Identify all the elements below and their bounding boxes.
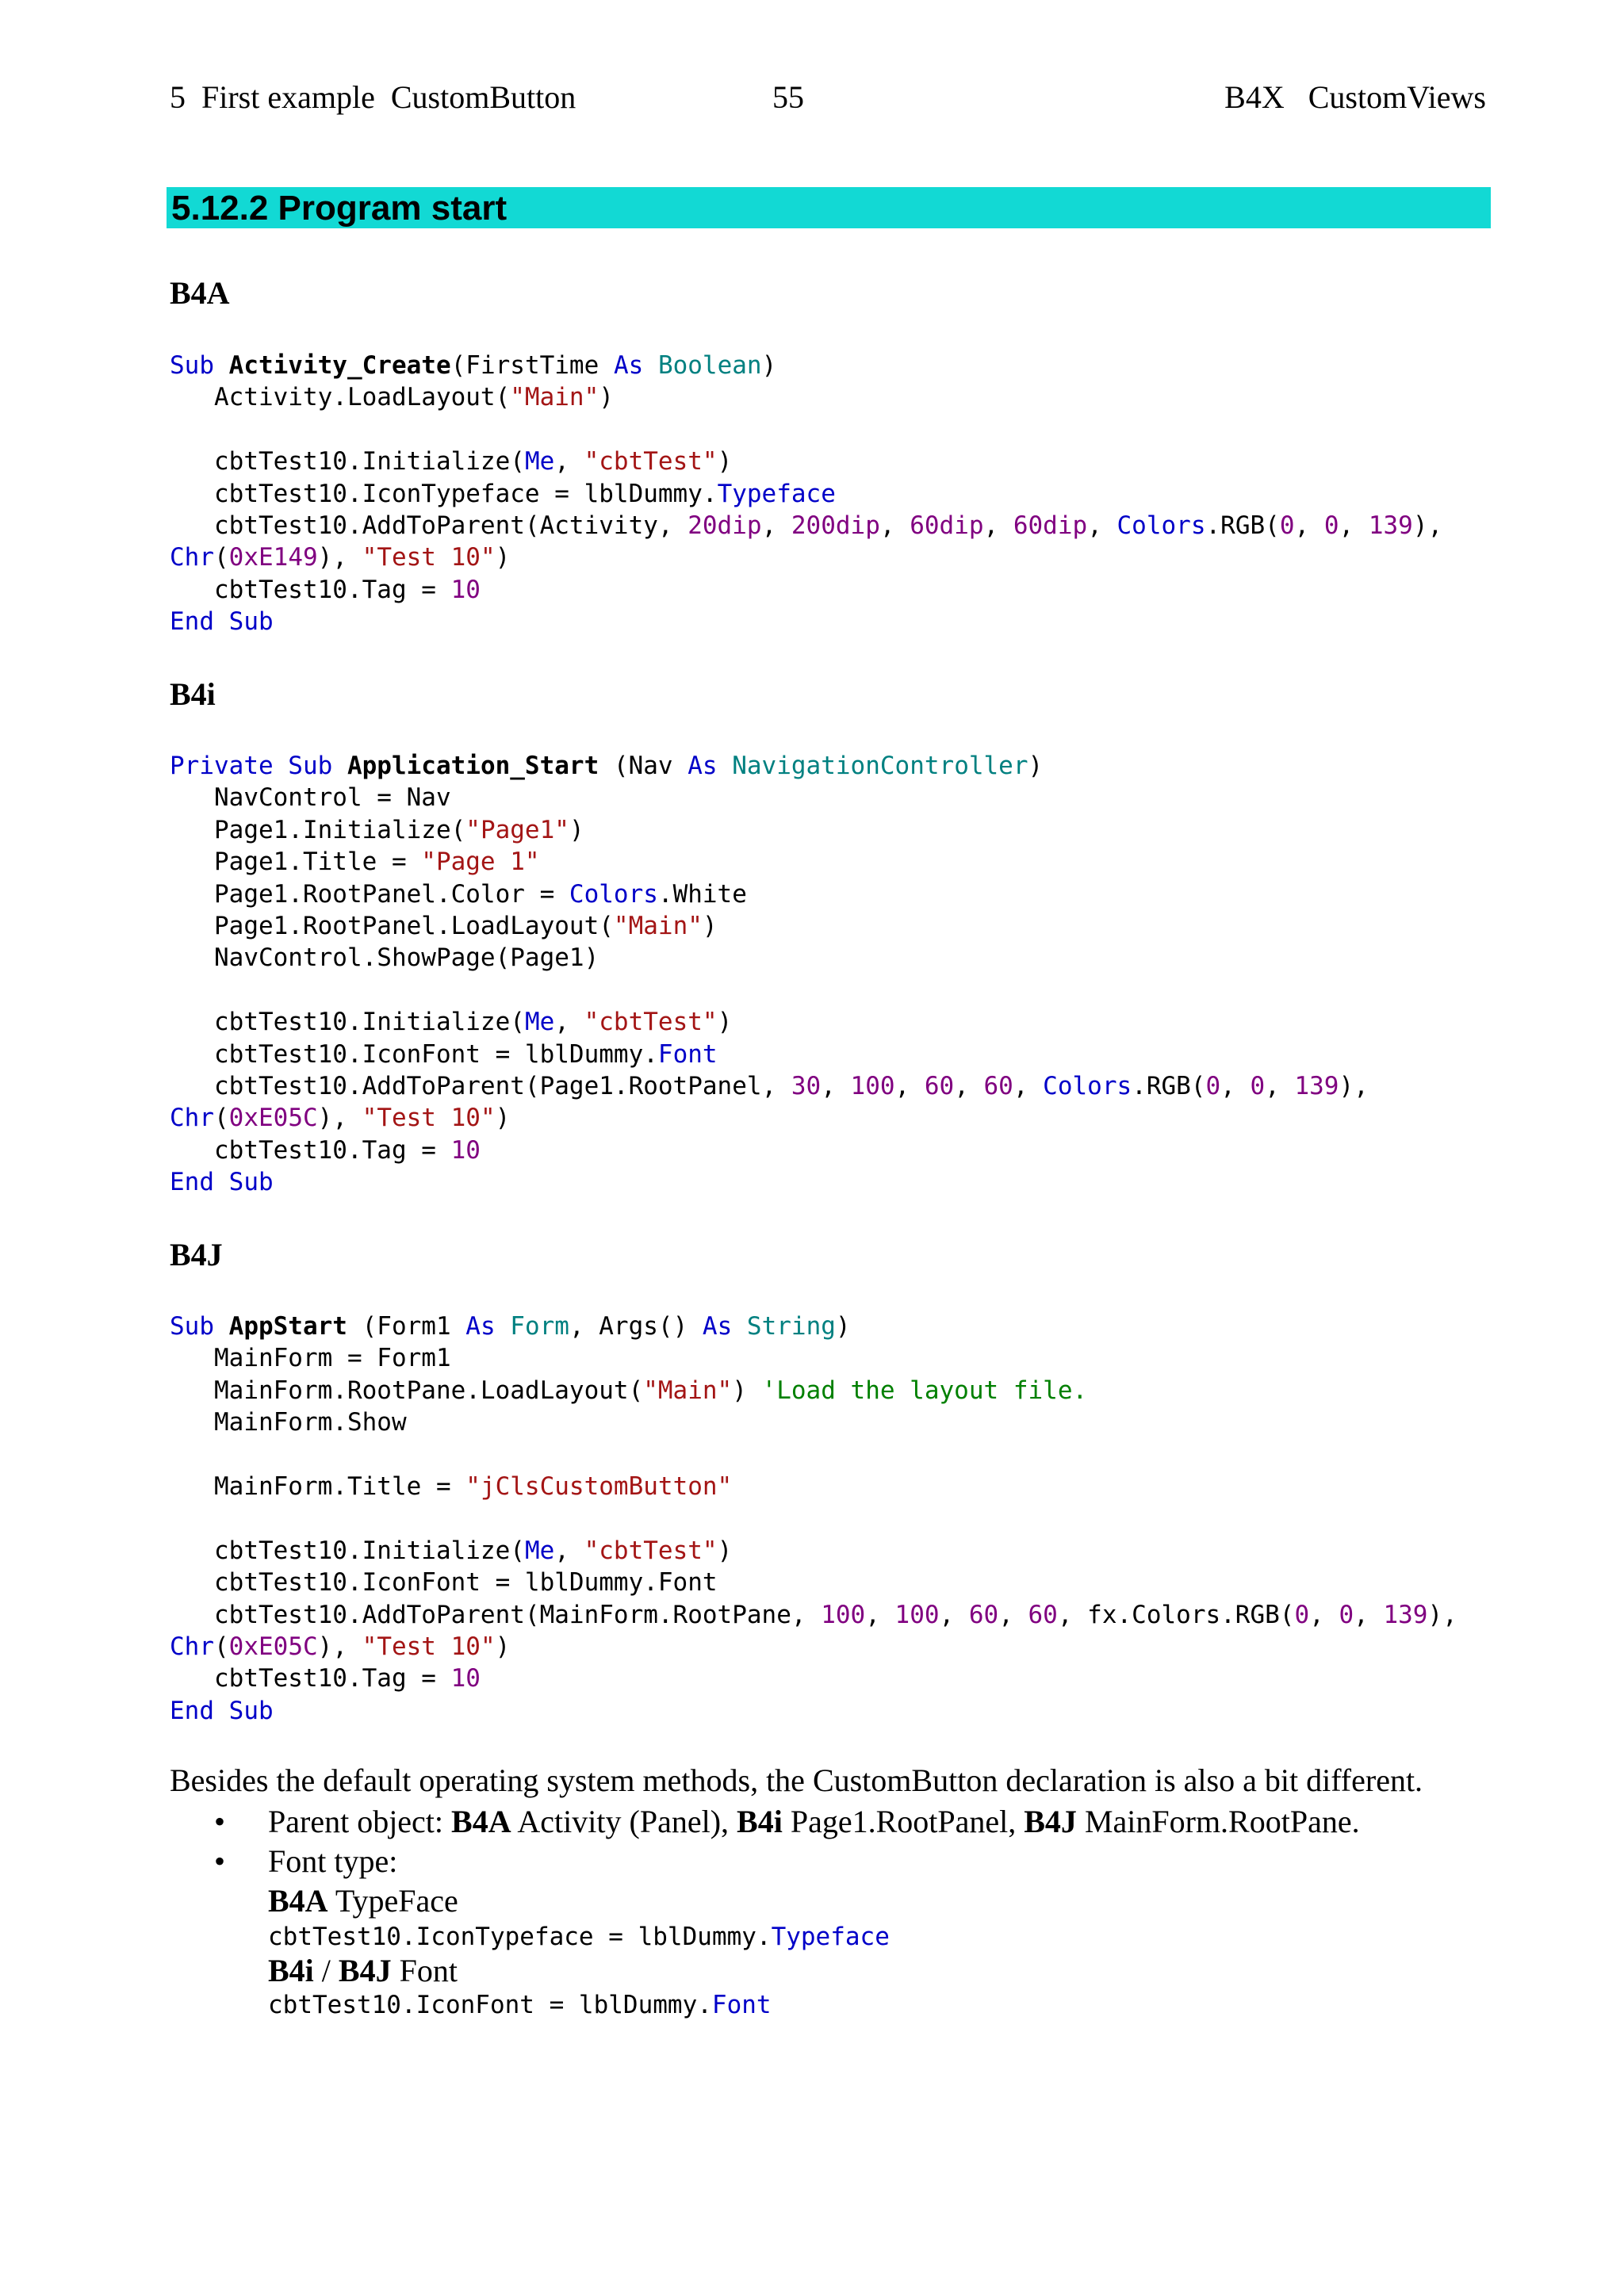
code-block-b4a: [170, 350, 1442, 638]
parent-b4j-text: MainForm.RootPane.: [1076, 1804, 1360, 1839]
code-token: 60: [983, 1071, 1013, 1100]
code-token: cbtTest10.Initialize(: [170, 1008, 525, 1037]
code-line: [170, 750, 1369, 782]
code-token: "cbtTest": [584, 1536, 718, 1565]
code-token: ,: [1265, 1071, 1295, 1100]
code-token: ,: [1087, 511, 1117, 540]
code-line: [170, 510, 1442, 541]
code-line: [170, 1375, 1457, 1406]
code-token: 0: [1339, 1600, 1354, 1629]
code-token: ,: [1220, 1071, 1251, 1100]
code-token: Sub: [170, 351, 229, 380]
code-line: [170, 1406, 1457, 1438]
font-b4a-label: B4A: [268, 1883, 328, 1919]
code-token: ),: [1412, 511, 1443, 540]
font-b4a-text: TypeFace: [327, 1883, 458, 1919]
code-token: 100: [850, 1071, 895, 1100]
code-token: 10: [450, 1135, 481, 1165]
platform-heading-b4j: B4J: [170, 1237, 223, 1272]
bullet-marker: •: [214, 1843, 226, 1879]
code-line: [170, 1039, 1369, 1070]
code-token: ): [495, 1104, 511, 1133]
code-token: As: [465, 1312, 511, 1341]
code-line: [170, 878, 1369, 910]
code-line: [170, 782, 1369, 813]
code-token: 60: [968, 1600, 999, 1629]
code-token: ,: [554, 447, 584, 476]
bullet-parent-object: [268, 1802, 1360, 1842]
code-token: MainForm.RootPane.LoadLayout(: [170, 1376, 644, 1405]
parent-b4a-label: B4A: [451, 1804, 511, 1839]
font-type-b4a: [268, 1881, 458, 1921]
code-token: 200dip: [791, 511, 880, 540]
code-token: As: [702, 1312, 747, 1341]
code-block-b4i: [170, 750, 1369, 1198]
code-token: 0: [1250, 1071, 1266, 1100]
code-token: Colors: [1043, 1071, 1132, 1100]
code-token: (: [214, 543, 229, 572]
code-token: ,: [865, 1600, 895, 1629]
code-token: 0xE149: [228, 543, 318, 572]
code-line: [170, 1535, 1457, 1567]
parent-b4a-text: Activity (Panel),: [511, 1804, 737, 1839]
code-token: "jClsCustomButton": [465, 1471, 733, 1501]
code-token: ),: [317, 1104, 362, 1133]
code-token: ,: [894, 1071, 925, 1100]
code-token: ,: [1294, 511, 1324, 540]
code-token: ,: [1309, 1600, 1339, 1629]
code-token: Private Sub: [170, 752, 347, 780]
header-book-title: B4X CustomViews: [1224, 79, 1486, 115]
header-page-number: 55: [772, 79, 804, 115]
code-token: Activity_Create: [228, 351, 451, 380]
code-token: Sub: [170, 1312, 229, 1341]
code-token: 10: [450, 1664, 481, 1693]
code-token: MainForm.Show: [170, 1408, 407, 1437]
code-token: Page1.Initialize(: [170, 815, 466, 844]
parent-b4j-label: B4J: [1024, 1804, 1077, 1839]
code-token: ): [702, 911, 718, 940]
code-token: ): [569, 815, 584, 844]
code-token: 60: [924, 1071, 955, 1100]
code-line: [170, 478, 1442, 510]
code-token: ): [495, 1632, 511, 1661]
code-token: ): [761, 351, 777, 380]
code-line: [170, 1070, 1369, 1102]
code-token: "Test 10": [362, 543, 496, 572]
code-line: [170, 1567, 1457, 1598]
code-line: [170, 1502, 1457, 1534]
code-token: As: [688, 752, 733, 780]
code-block-b4j: [170, 1311, 1457, 1727]
code-token: (: [214, 1104, 229, 1133]
code-token: Form: [510, 1312, 569, 1341]
platform-heading-b4a: B4A: [170, 275, 230, 311]
code-token: (FirstTime: [450, 351, 614, 380]
code-token: cbtTest10.AddToParent(Page1.RootPanel,: [170, 1071, 791, 1100]
code-token: ,: [983, 511, 1013, 540]
code-token: End Sub: [170, 607, 274, 637]
code-line: [170, 1663, 1457, 1694]
code-token: ,: [1339, 511, 1369, 540]
code-token: MainForm.Title =: [170, 1471, 466, 1501]
code-token: NavControl = Nav: [170, 783, 451, 813]
code-token: , fx.Colors.RGB(: [1057, 1600, 1295, 1629]
code-token: 0: [1323, 511, 1339, 540]
code-token: Page1.RootPanel.Color =: [170, 879, 569, 909]
code-token: "Test 10": [362, 1632, 496, 1661]
code-token: 0: [1279, 511, 1295, 540]
code-token: cbtTest10.AddToParent(MainForm.RootPane,: [170, 1600, 822, 1629]
font-b4i-label: B4i: [268, 1953, 314, 1988]
code-token: ,: [1354, 1600, 1384, 1629]
code-token: (: [214, 1632, 229, 1661]
code-token: String: [746, 1312, 836, 1341]
code-token: Typeface: [717, 479, 836, 508]
section-heading: [167, 187, 1491, 228]
code-line: [170, 606, 1442, 637]
code-token: cbtTest10.AddToParent(Activity,: [170, 511, 688, 540]
code-token: 139: [1294, 1071, 1339, 1100]
parent-b4i-label: B4i: [737, 1804, 783, 1839]
code-token: Me: [524, 1008, 555, 1037]
code-line: [170, 942, 1369, 974]
intro-paragraph: Besides the default operating system methods, the CustomButton declaration is also a bit different.: [170, 1762, 1423, 1798]
code-token: ): [732, 1376, 762, 1405]
code-token: "cbtTest": [584, 1008, 718, 1037]
font-b4ij-code-prefix: cbtTest10.IconFont = lblDummy.: [268, 1991, 712, 2019]
code-token: AppStart: [228, 1312, 347, 1341]
code-token: MainForm = Form1: [170, 1344, 451, 1373]
code-line: [170, 846, 1369, 878]
code-token: End Sub: [170, 1168, 274, 1197]
code-token: "Main": [643, 1376, 733, 1405]
bullet-marker: •: [214, 1804, 226, 1839]
code-token: Page1.Title =: [170, 848, 422, 877]
parent-object-lead: Parent object:: [268, 1804, 452, 1839]
code-token: Page1.RootPanel.LoadLayout(: [170, 911, 614, 940]
code-token: ),: [1339, 1071, 1369, 1100]
code-token: .RGB(: [1205, 511, 1280, 540]
code-token: End Sub: [170, 1696, 274, 1725]
code-line: [170, 1342, 1457, 1374]
code-token: ): [717, 1536, 733, 1565]
font-b4ij-code-keyword: Font: [711, 1991, 772, 2019]
code-token: cbtTest10.IconFont = lblDummy.: [170, 1039, 658, 1069]
code-line: [170, 910, 1369, 942]
code-line: [170, 974, 1369, 1006]
code-token: , Args(): [569, 1312, 703, 1341]
font-b4a-code: [268, 1919, 890, 1954]
code-line: [170, 1102, 1369, 1134]
code-token: cbtTest10.IconFont = lblDummy.Font: [170, 1568, 718, 1598]
code-token: 20dip: [688, 511, 762, 540]
code-line: [170, 1631, 1457, 1663]
code-token: 100: [821, 1600, 866, 1629]
code-token: ,: [1013, 1071, 1044, 1100]
section-title: 5.12.2 Program start: [171, 189, 508, 228]
code-token: ): [495, 543, 511, 572]
font-b4ij-code: [268, 1988, 772, 2022]
code-token: ,: [939, 1600, 969, 1629]
code-token: 139: [1383, 1600, 1428, 1629]
code-token: 10: [450, 575, 481, 604]
code-token: 0xE05C: [228, 1632, 318, 1661]
platform-heading-b4i: B4i: [170, 676, 216, 712]
code-token: (Nav: [599, 752, 688, 780]
code-token: "Main": [613, 911, 703, 940]
code-token: 0: [1294, 1600, 1310, 1629]
code-token: "Main": [510, 383, 599, 412]
code-token: ,: [554, 1008, 584, 1037]
code-token: 60: [1028, 1600, 1058, 1629]
code-token: ): [1028, 752, 1044, 780]
code-token: Boolean: [657, 351, 762, 380]
code-token: ),: [1427, 1600, 1457, 1629]
bullet-font-type: Font type:: [268, 1843, 398, 1879]
code-token: Me: [524, 447, 555, 476]
code-token: ,: [879, 511, 910, 540]
code-token: 60dip: [910, 511, 984, 540]
code-token: ): [835, 1312, 851, 1341]
code-token: 'Load the layout file.: [761, 1376, 1088, 1405]
code-token: NavigationController: [732, 752, 1028, 780]
code-token: "Page1": [465, 815, 569, 844]
code-line: [170, 814, 1369, 846]
font-b4a-code-prefix: cbtTest10.IconTypeface = lblDummy.: [268, 1923, 772, 1951]
code-token: ,: [821, 1071, 851, 1100]
code-token: cbtTest10.Initialize(: [170, 447, 525, 476]
code-token: Font: [657, 1039, 718, 1069]
code-line: [170, 446, 1442, 477]
code-line: [170, 1471, 1457, 1502]
code-line: [170, 414, 1442, 446]
font-type-b4i-b4j: [268, 1951, 458, 1991]
code-token: 30: [791, 1071, 822, 1100]
code-token: ): [717, 1008, 733, 1037]
code-token: ,: [998, 1600, 1028, 1629]
code-token: ,: [954, 1071, 984, 1100]
font-b4ij-text: Font: [391, 1953, 458, 1988]
code-token: Colors: [569, 879, 658, 909]
code-token: cbtTest10.Initialize(: [170, 1536, 525, 1565]
code-token: 139: [1368, 511, 1413, 540]
code-line: [170, 1695, 1457, 1727]
code-token: Chr: [170, 1632, 214, 1661]
code-token: Application_Start: [347, 752, 599, 780]
code-token: Activity.LoadLayout(: [170, 383, 511, 412]
font-separator: /: [313, 1953, 339, 1988]
code-token: 0: [1205, 1071, 1221, 1100]
font-b4a-code-keyword: Typeface: [771, 1923, 890, 1951]
parent-b4i-text: Page1.RootPanel,: [782, 1804, 1025, 1839]
code-line: [170, 381, 1442, 413]
code-token: ,: [554, 1536, 584, 1565]
code-line: [170, 350, 1442, 381]
code-token: .RGB(: [1132, 1071, 1206, 1100]
code-line: [170, 1166, 1369, 1198]
code-token: cbtTest10.IconTypeface = lblDummy.: [170, 479, 718, 508]
code-token: .White: [657, 879, 747, 909]
code-token: ,: [761, 511, 791, 540]
code-token: Chr: [170, 543, 214, 572]
code-line: [170, 1439, 1457, 1471]
code-token: ): [717, 447, 733, 476]
code-token: cbtTest10.Tag =: [170, 1135, 451, 1165]
code-line: [170, 1135, 1369, 1166]
code-line: [170, 1311, 1457, 1342]
code-token: 0xE05C: [228, 1104, 318, 1133]
code-line: [170, 1006, 1369, 1038]
code-token: ),: [317, 543, 362, 572]
code-token: 100: [894, 1600, 940, 1629]
code-token: Colors: [1116, 511, 1206, 540]
code-token: (Form1: [347, 1312, 466, 1341]
code-line: [170, 541, 1442, 573]
code-token: "cbtTest": [584, 447, 718, 476]
code-line: [170, 1599, 1457, 1631]
code-token: cbtTest10.Tag =: [170, 1664, 451, 1693]
code-token: "Test 10": [362, 1104, 496, 1133]
code-token: Chr: [170, 1104, 214, 1133]
code-token: ),: [317, 1632, 362, 1661]
code-token: NavControl.ShowPage(Page1): [170, 943, 599, 973]
code-token: "Page 1": [421, 848, 540, 877]
font-b4j-label: B4J: [338, 1953, 392, 1988]
code-token: As: [613, 351, 658, 380]
code-token: ): [599, 383, 614, 412]
header-chapter: 5 First example CustomButton: [170, 79, 576, 115]
code-token: Me: [524, 1536, 555, 1565]
code-token: cbtTest10.Tag =: [170, 575, 451, 604]
code-line: [170, 574, 1442, 606]
code-token: 60dip: [1013, 511, 1088, 540]
